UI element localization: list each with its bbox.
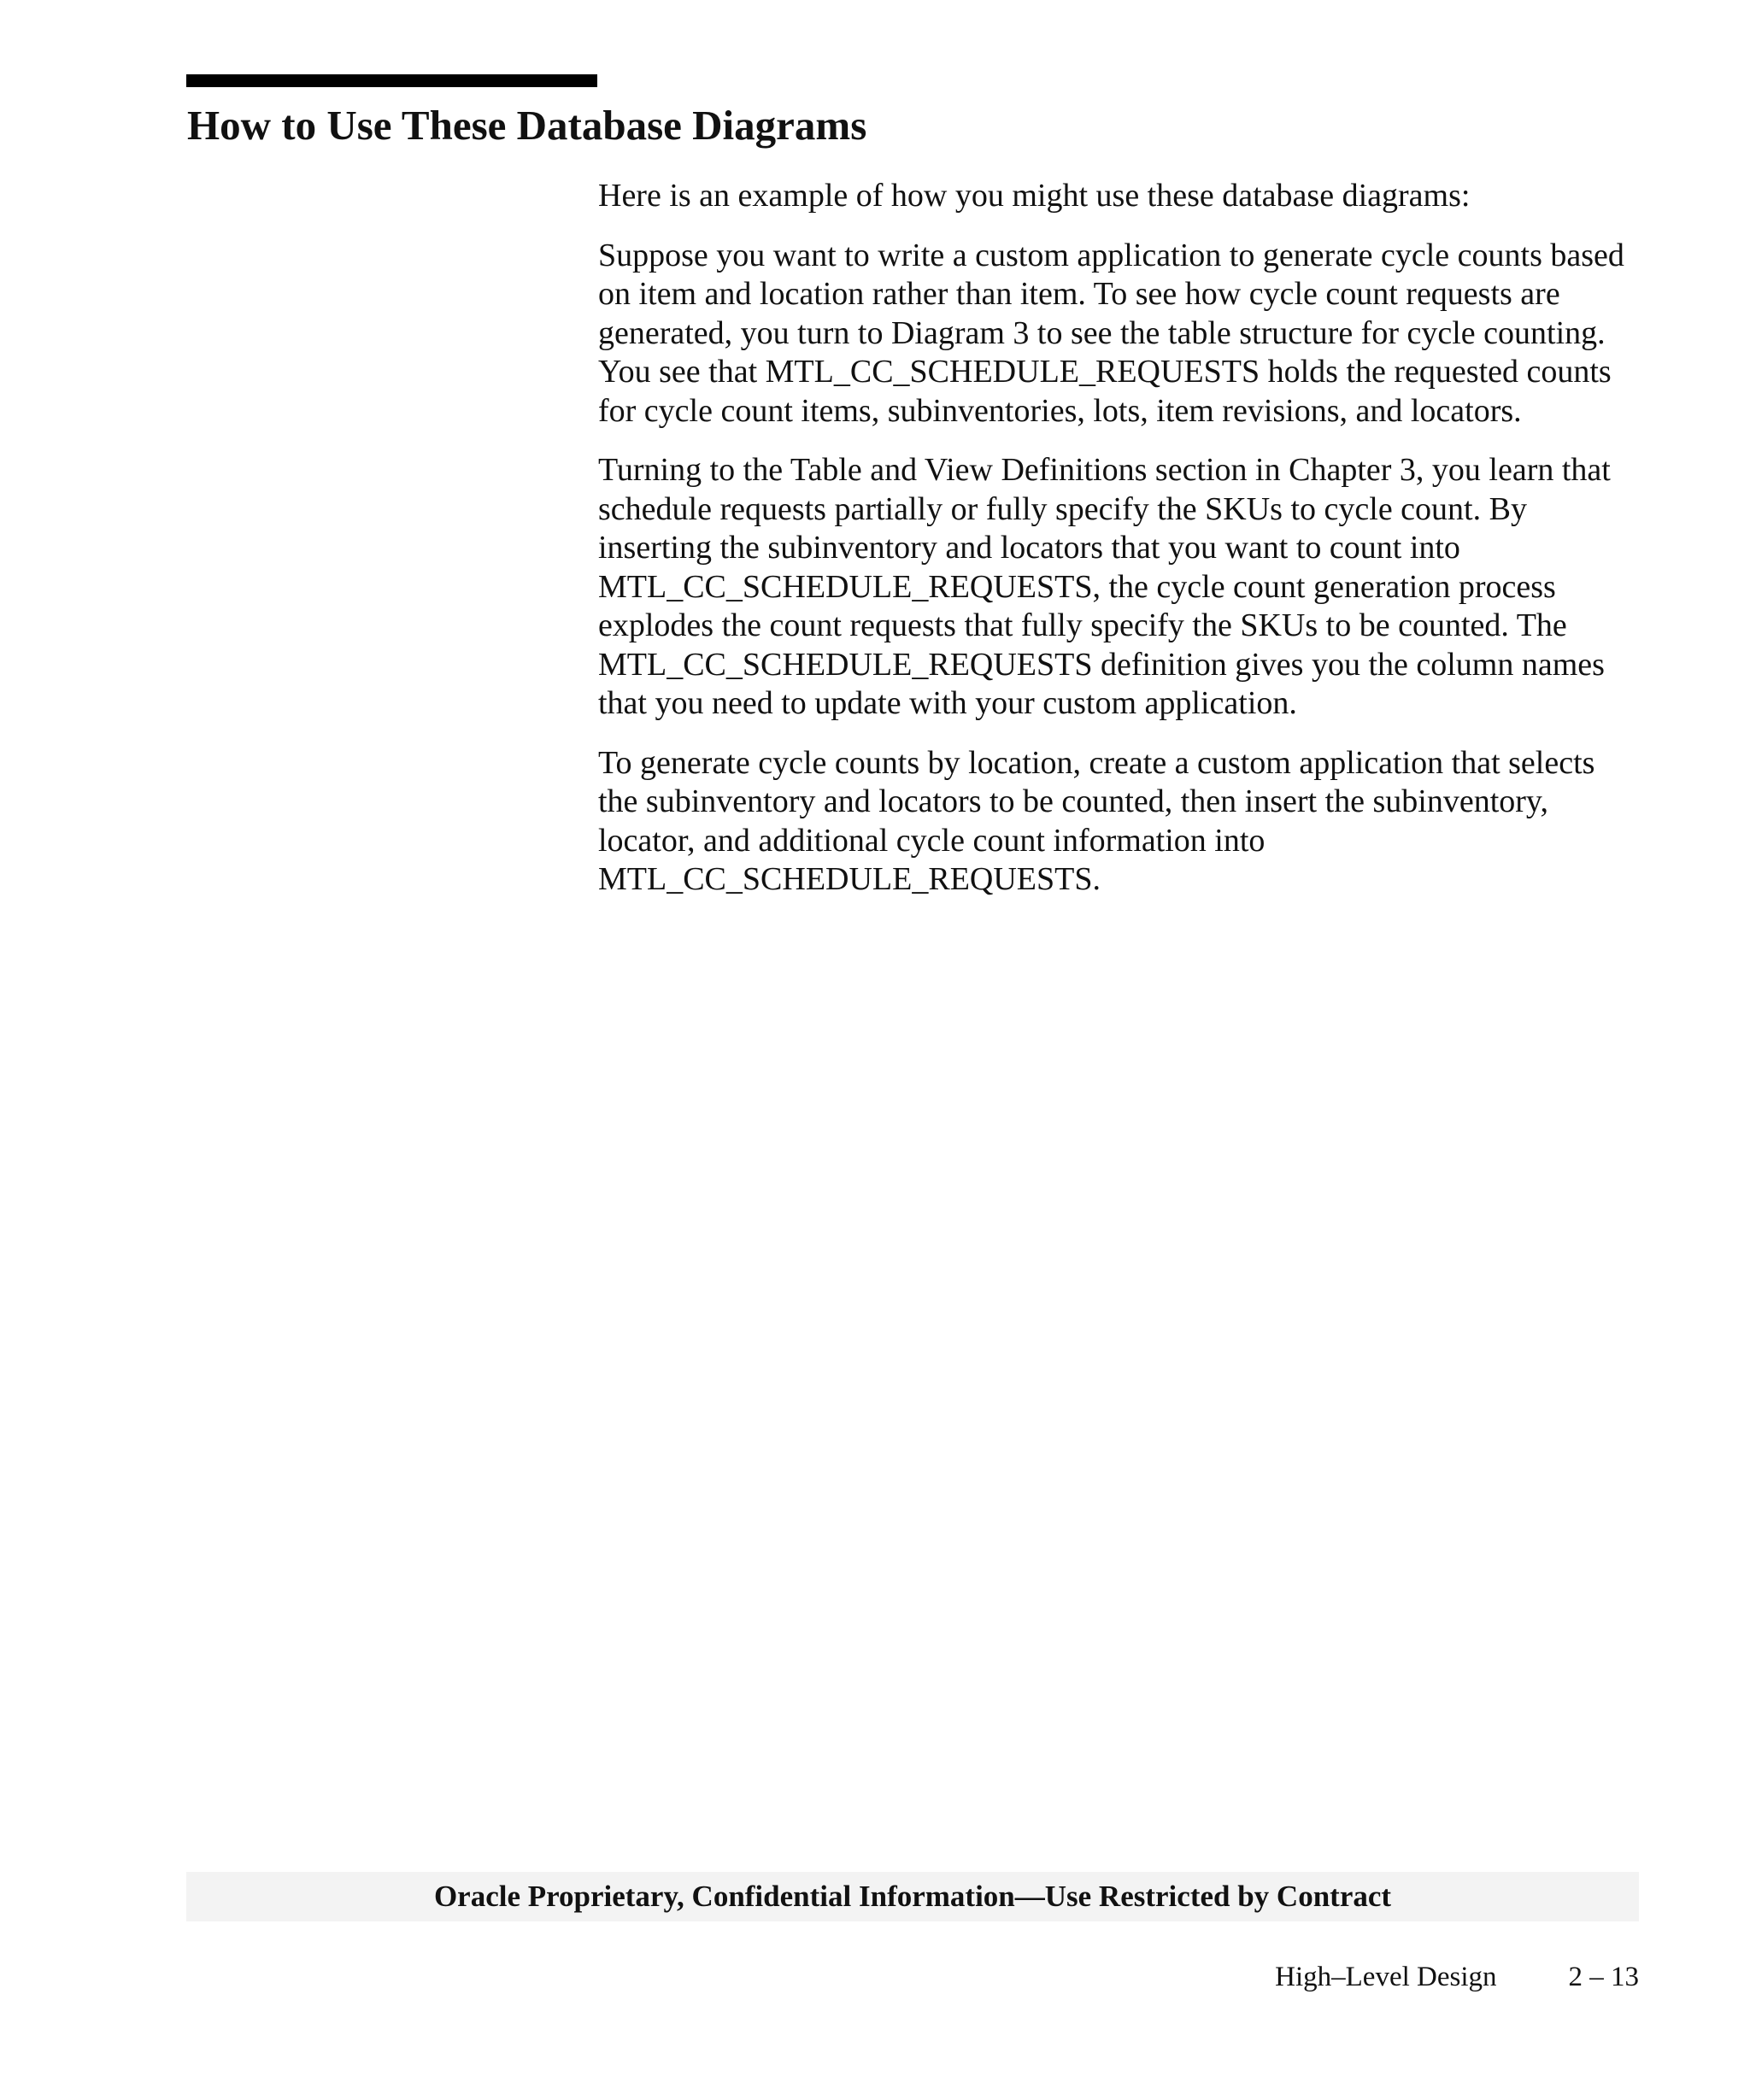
page-number: 2 – 13 bbox=[1568, 1962, 1639, 1992]
paragraph-intro: Here is an example of how you might use these database diagrams: bbox=[598, 178, 1471, 214]
running-footer bbox=[1126, 1959, 1639, 1995]
chapter-title: High–Level Design bbox=[1275, 1962, 1497, 1992]
confidentiality-notice: Oracle Proprietary, Confidential Information––Use Restricted by Contract bbox=[433, 1880, 1392, 1913]
section-title: How to Use These Database Diagrams bbox=[187, 102, 867, 149]
paragraph-procedure: To generate cycle counts by location, create a custom application that selects the subinventory and locators to be counted, then insert the subinventory, locator, and additional cycle count information into MTL_CC_SCHEDULE_REQUESTS. bbox=[598, 744, 1595, 897]
body-text bbox=[598, 177, 1639, 920]
section-top-rule bbox=[186, 74, 597, 87]
paragraph-example: Suppose you want to write a custom application to generate cycle counts based on item and location rather than item. To see how cycle count requests are generated, you turn to Diagram 3 to see the table structure for cycle counting. You see that MTL_CC_SCHEDULE_REQUESTS holds the requested counts for cycle count items, subinventories, lots, item revisions, and locators. bbox=[598, 237, 1624, 429]
paragraph-definitions: Turning to the Table and View Definitions section in Chapter 3, you learn that schedule requests partially or fully specify the SKUs to cycle count. By inserting the subinventory and locators that you want to count into MTL_CC_SCHEDULE_REQUESTS, the cycle count generation process explodes the count requests that fully specify the SKUs to be counted. The MTL_CC_SCHEDULE_REQUESTS definition gives you the column names that you need to update with your custom application. bbox=[598, 452, 1611, 721]
